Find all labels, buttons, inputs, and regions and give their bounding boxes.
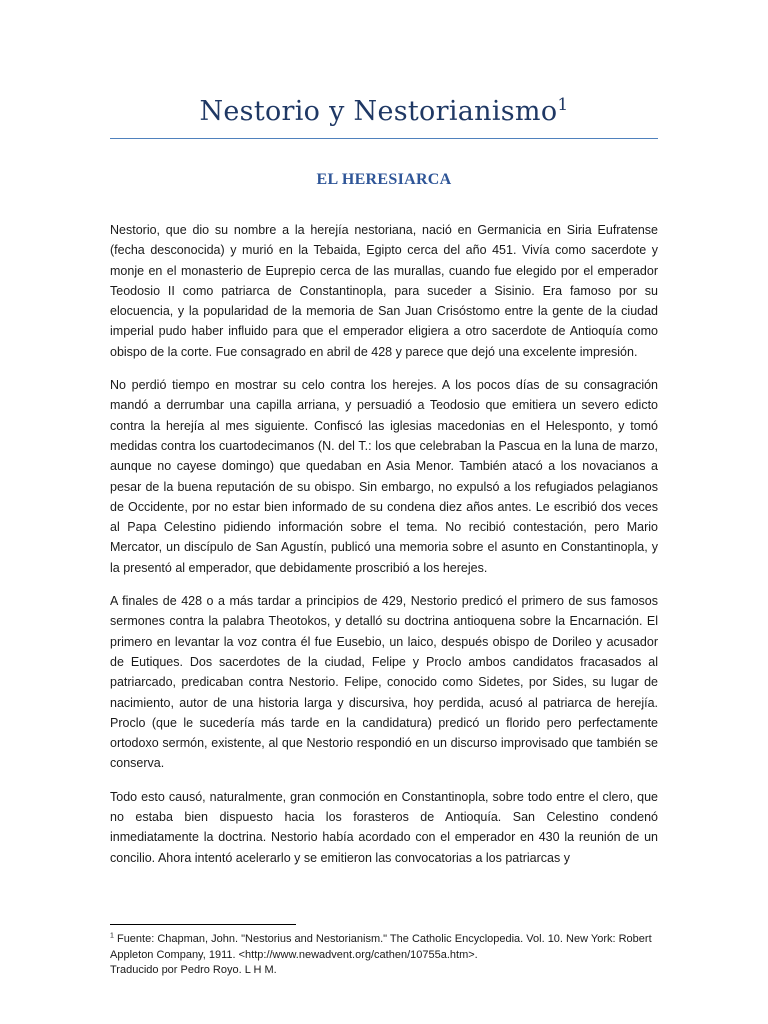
footnote-translator: Traducido por Pedro Royo. L H M. (110, 964, 277, 976)
footnote-separator (110, 924, 296, 925)
title-underline-rule (110, 138, 658, 139)
paragraph-4: Todo esto causó, naturalmente, gran conmoción en Constantinopla, sobre todo entre el clero, que no estaba bien dispuesto hacia los forasteros de Antioquía. San Celestino condenó inmediatamente la doctrina. Nestorio había acordado con el emperador en 430 la reunión de un concilio. Ahora intentó acelerarlo y se emitieron las convocatorias a los patriarcas y (110, 789, 658, 865)
footnote (110, 932, 658, 979)
paragraph-1: Nestorio, que dio su nombre a la herejía nestoriana, nació en Germanicia en Siria Eufratense (fecha desconocida) y murió en la Tebaida, Egipto cerca del año 451. Vivía como sacerdote y monje en el monasterio de Euprepio cerca de las murallas, cuando fue elegido por el emperador Teodosio II como patriarca de Constantinopla, para suceder a Sisinio. Era famoso por su elocuencia, y la popularidad de la memoria de San Juan Crisóstomo entre la gente de la ciudad imperial pudo haber influido para que el emperador eligiera a otro sacerdote de Antioquía como obispo de la corte. Fue consagrado en abril de 428 y parece que dejó una excelente impresión. (110, 223, 658, 359)
title-text: Nestorio y Nestorianismo (199, 96, 558, 127)
footnote-source (110, 932, 658, 963)
document-title (110, 96, 658, 127)
footnote-text: Fuente: Chapman, John. "Nestorius and Nestorianism." The Catholic Encyclopedia. Vol. 10. New York: Robert Appleton Company, 1911. <http://www.newadvent.org/cathen/10755a.htm>. (110, 933, 652, 961)
paragraph-3: A finales de 428 o a más tardar a principios de 429, Nestorio predicó el primero de sus famosos sermones contra la palabra Theotokos, y detalló su doctrina antioquena sobre la Encarnación. El primero en levantar la voz contra él fue Eusebio, un laico, después obispo de Dorileo y acusador de Eutiques. Dos sacerdotes de la ciudad, Felipe y Proclo ambos candidatos fracasados al patriarcado, predicaban contra Nestorio. Felipe, conocido como Sidetes, por Sides, su lugar de nacimiento, autor de una historia larga y discursiva, hoy perdida, acusó al patriarca de herejía. Proclo (que le sucedería más tarde en la candidatura) predicó un florido pero perfectamente ortodoxo sermón, existente, al que Nestorio respondió en un discurso improvisado que también se conserva. (110, 594, 658, 771)
body-text (110, 220, 658, 881)
paragraph-2: No perdió tiempo en mostrar su celo contra los herejes. A los pocos días de su consagración mandó a derrumbar una capilla arriana, y persuadió a Teodosio que emitiera un severo edicto contra la herejía al mes siguiente. Confiscó las iglesias macedonias en el Helesponto, y tomó medidas contra los cuartodecimanos (N. del T.: los que celebraban la Pascua en la luna de marzo, aunque no cayese domingo) que quedaban en Asia Menor. También atacó a los novacianos a pesar de la buena reputación de su obispo. Sin embargo, no expulsó a los refugiados pelagianos de Occidente, por no estar bien informado de su condena diez años antes. Le escribió dos veces al Papa Celestino pidiendo información sobre el tema. No recibió contestación, pero Mario Mercator, un discípulo de San Agustín, publicó una memoria sobre el asunto en Constantinopla, y la presentó al emperador, que debidamente proscribió a los herejes. (110, 378, 658, 575)
section-heading: EL HERESIARCA (316, 171, 452, 188)
footnote-mark: 1 (110, 932, 114, 940)
title-footnote-mark[interactable]: 1 (557, 95, 569, 115)
